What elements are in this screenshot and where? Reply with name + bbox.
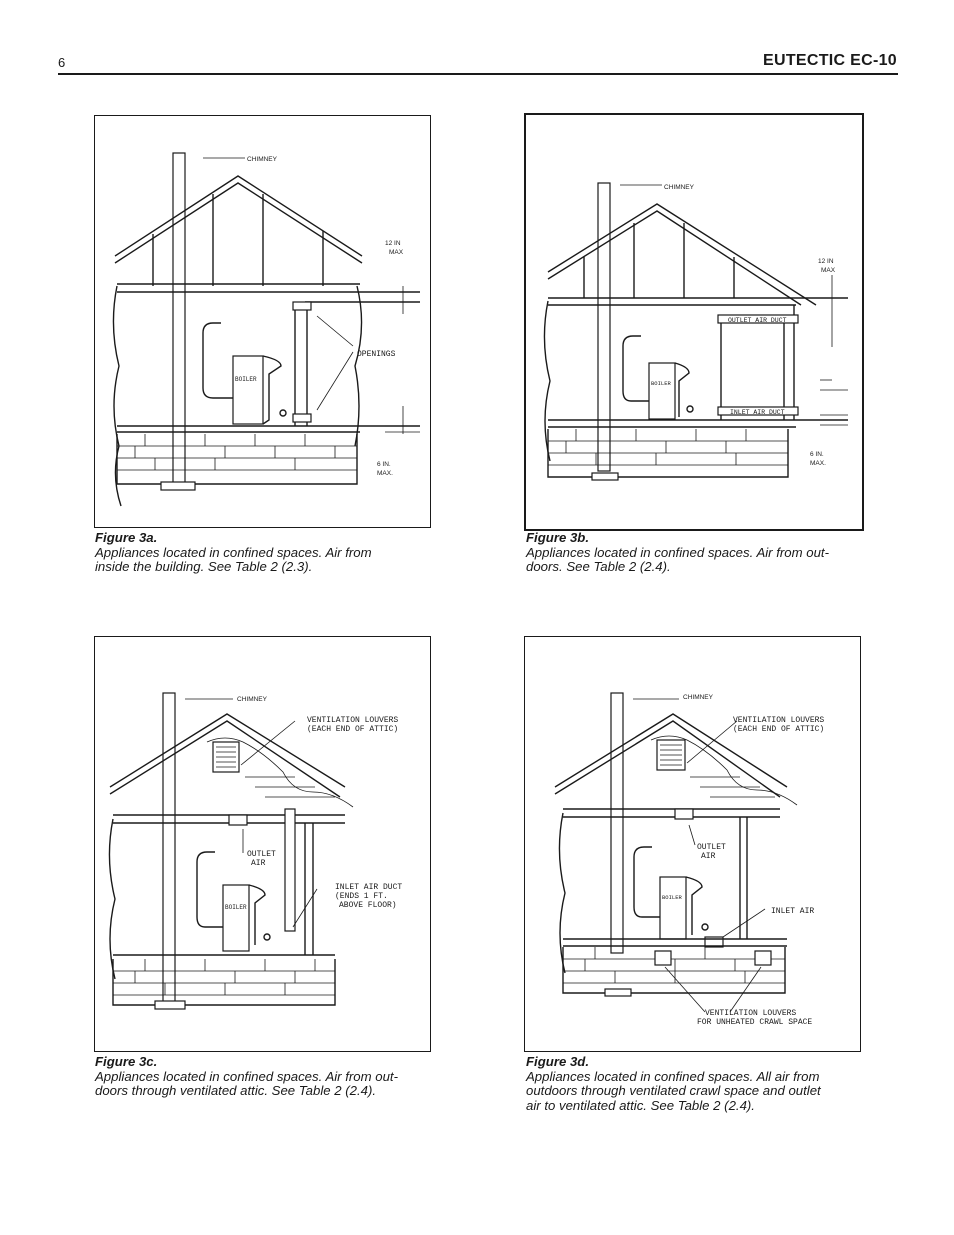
boiler-label: BOILER [225, 904, 247, 911]
figure-3c-caption [95, 1055, 425, 1099]
figure-3d-caption-line: air to ventilated attic. See Table 2 (2.4). [526, 1097, 755, 1113]
inlet-duct-label-3: ABOVE FLOOR) [339, 901, 397, 910]
figure-3a-frame [94, 115, 431, 528]
figure-3d-caption-line: Appliances located in confined spaces. All air from [526, 1068, 820, 1084]
boiler-label: BOILER [235, 376, 257, 383]
outlet-label-2: AIR [251, 859, 266, 868]
top-dim-label-2: MAX [821, 267, 836, 274]
chimney-label: CHIMNEY [237, 696, 267, 703]
top-dim-label-1: 12 IN [385, 240, 401, 247]
figure-3a-caption [95, 531, 425, 575]
boiler-label: BOILER [651, 380, 671, 387]
inlet-label: INLET AIR [771, 907, 815, 916]
figure-3b-caption-line: Appliances located in confined spaces. Air from out- [526, 544, 829, 560]
louvers-label-2: (EACH END OF ATTIC) [307, 725, 399, 734]
louvers-label-1: VENTILATION LOUVERS [733, 716, 825, 725]
inlet-duct-label-2: (ENDS 1 FT. [335, 892, 388, 901]
figure-3c-caption-line: doors through ventilated attic. See Table 2 (2.4). [95, 1083, 377, 1099]
top-dim-label-2: MAX [389, 249, 404, 256]
openings-label: OPENINGS [357, 350, 396, 359]
bottom-dim-label-2: MAX. [377, 470, 393, 477]
louvers-label-2: (EACH END OF ATTIC) [733, 725, 825, 734]
figure-3c-caption-line: Appliances located in confined spaces. Air from out- [95, 1068, 398, 1084]
figure-3d-caption [526, 1055, 856, 1113]
figure-3d-title: Figure 3d. [526, 1054, 590, 1069]
figure-3c-frame [94, 636, 431, 1052]
document-title: EUTECTIC EC-10 [763, 52, 897, 69]
outlet-label-1: OUTLET [697, 843, 726, 852]
figure-3b-drawing [526, 115, 862, 529]
figure-3a-caption-line: Appliances located in confined spaces. Air from [95, 544, 372, 560]
bottom-dim-label-2: MAX. [810, 460, 826, 467]
chimney-label: CHIMNEY [664, 184, 694, 191]
figure-3a-drawing [95, 116, 430, 527]
crawl-louvers-label-1: VENTILATION LOUVERS [705, 1009, 797, 1018]
page-number: 6 [58, 55, 66, 70]
figure-3b-title: Figure 3b. [526, 530, 590, 545]
bottom-dim-label-1: 6 IN. [810, 451, 824, 458]
louvers-label-1: VENTILATION LOUVERS [307, 716, 399, 725]
figure-3a-title: Figure 3a. [95, 530, 158, 545]
figure-3d-caption-line: outdoors through ventilated crawl space and outlet [526, 1083, 821, 1099]
figure-3b-caption-line: doors. See Table 2 (2.4). [526, 559, 671, 575]
figure-3a-caption-line: inside the building. See Table 2 (2.3). [95, 559, 313, 575]
crawl-louvers-label-2: FOR UNHEATED CRAWL SPACE [697, 1018, 813, 1027]
inlet-duct-label-1: INLET AIR DUCT [335, 883, 403, 892]
inlet-duct-label: INLET AIR DUCT [730, 409, 785, 416]
boiler-label: BOILER [662, 894, 682, 901]
bottom-dim-label-1: 6 IN. [377, 461, 391, 468]
chimney-label: CHIMNEY [247, 156, 277, 163]
header-rule [58, 73, 898, 75]
top-dim-label-1: 12 IN [818, 258, 834, 265]
chimney-label: CHIMNEY [683, 694, 713, 701]
figure-3c-drawing [95, 637, 430, 1051]
figure-3b-frame [524, 113, 864, 531]
figure-3d-frame [524, 636, 861, 1052]
outlet-duct-label: OUTLET AIR DUCT [728, 317, 787, 324]
outlet-label-1: OUTLET [247, 850, 276, 859]
figure-3b-caption [526, 531, 856, 575]
figure-3c-title: Figure 3c. [95, 1054, 158, 1069]
figure-3d-drawing [525, 637, 860, 1051]
outlet-label-2: AIR [701, 852, 716, 861]
